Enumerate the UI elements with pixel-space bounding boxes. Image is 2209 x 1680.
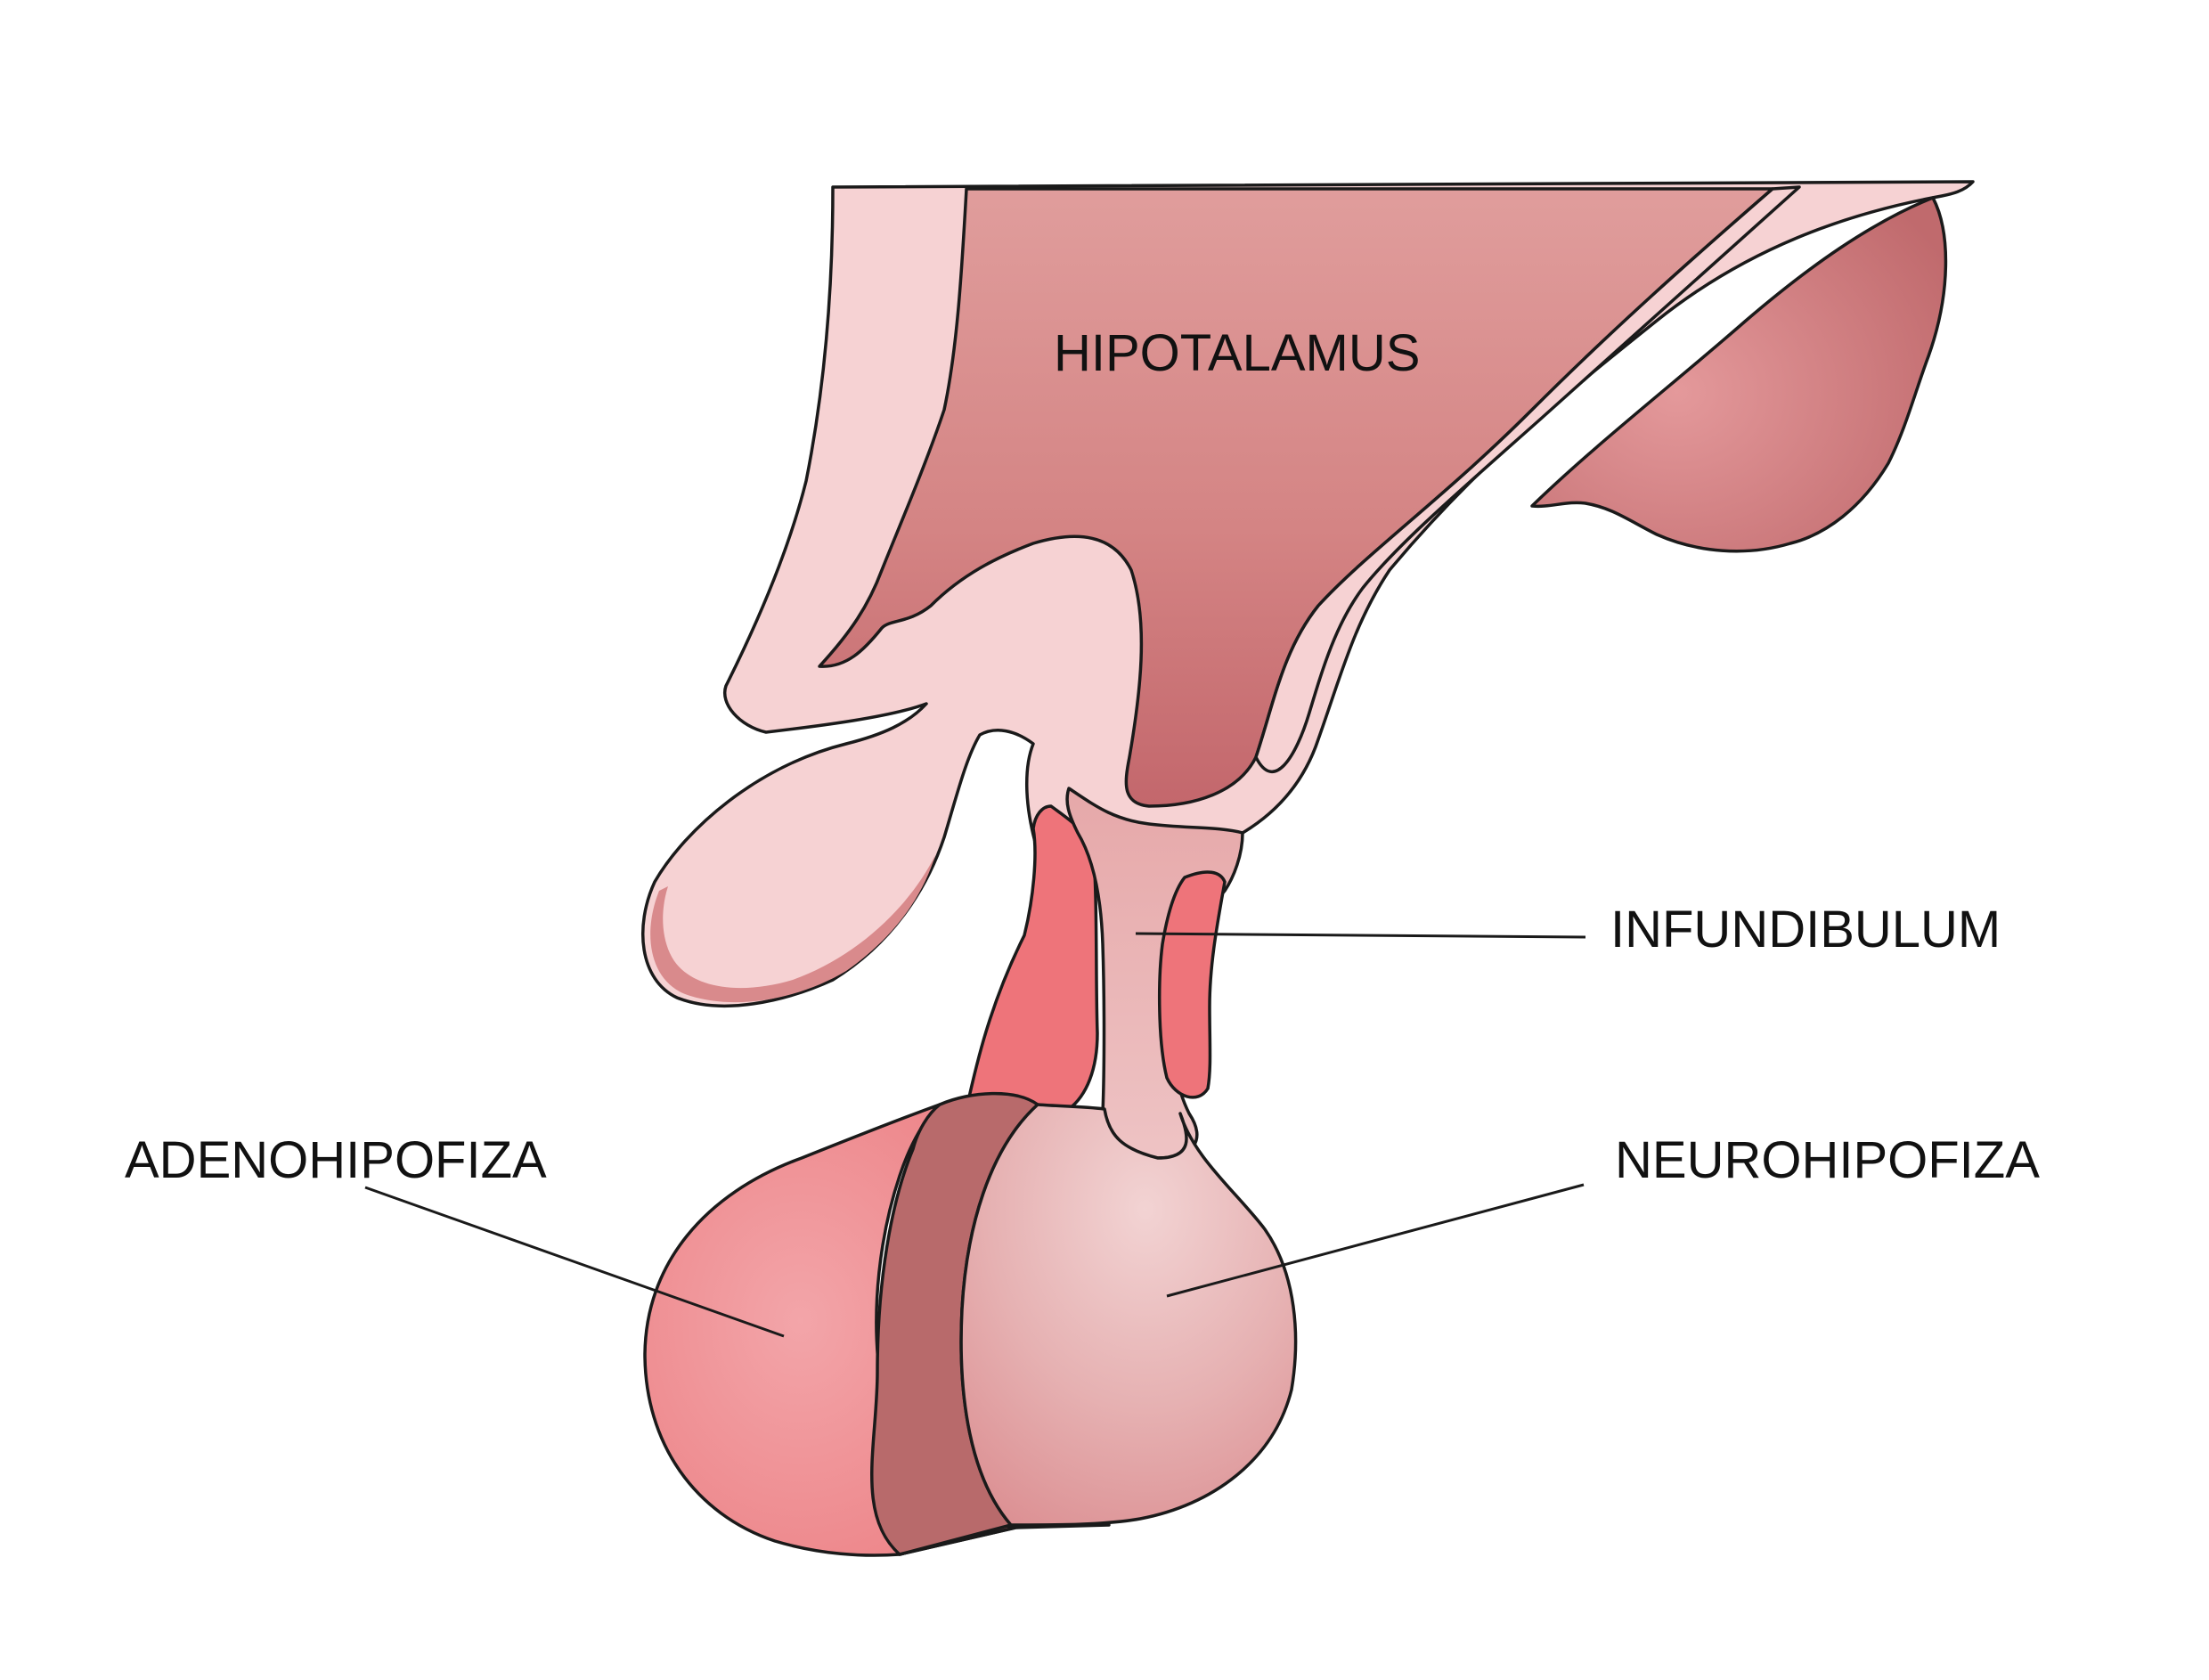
neurohypophysis <box>961 1105 1295 1525</box>
pars-tuberalis-left <box>966 806 1097 1119</box>
hypothalamus-label: HIPOTALAMUS <box>1054 324 1421 382</box>
infundibulum-label: INFUNDIBULUM <box>1610 901 2001 958</box>
adenohypophysis-label: ADENOHIPOFIZA <box>125 1131 547 1189</box>
neurohypophysis-label: NEUROHIPOFIZA <box>1615 1131 2040 1189</box>
